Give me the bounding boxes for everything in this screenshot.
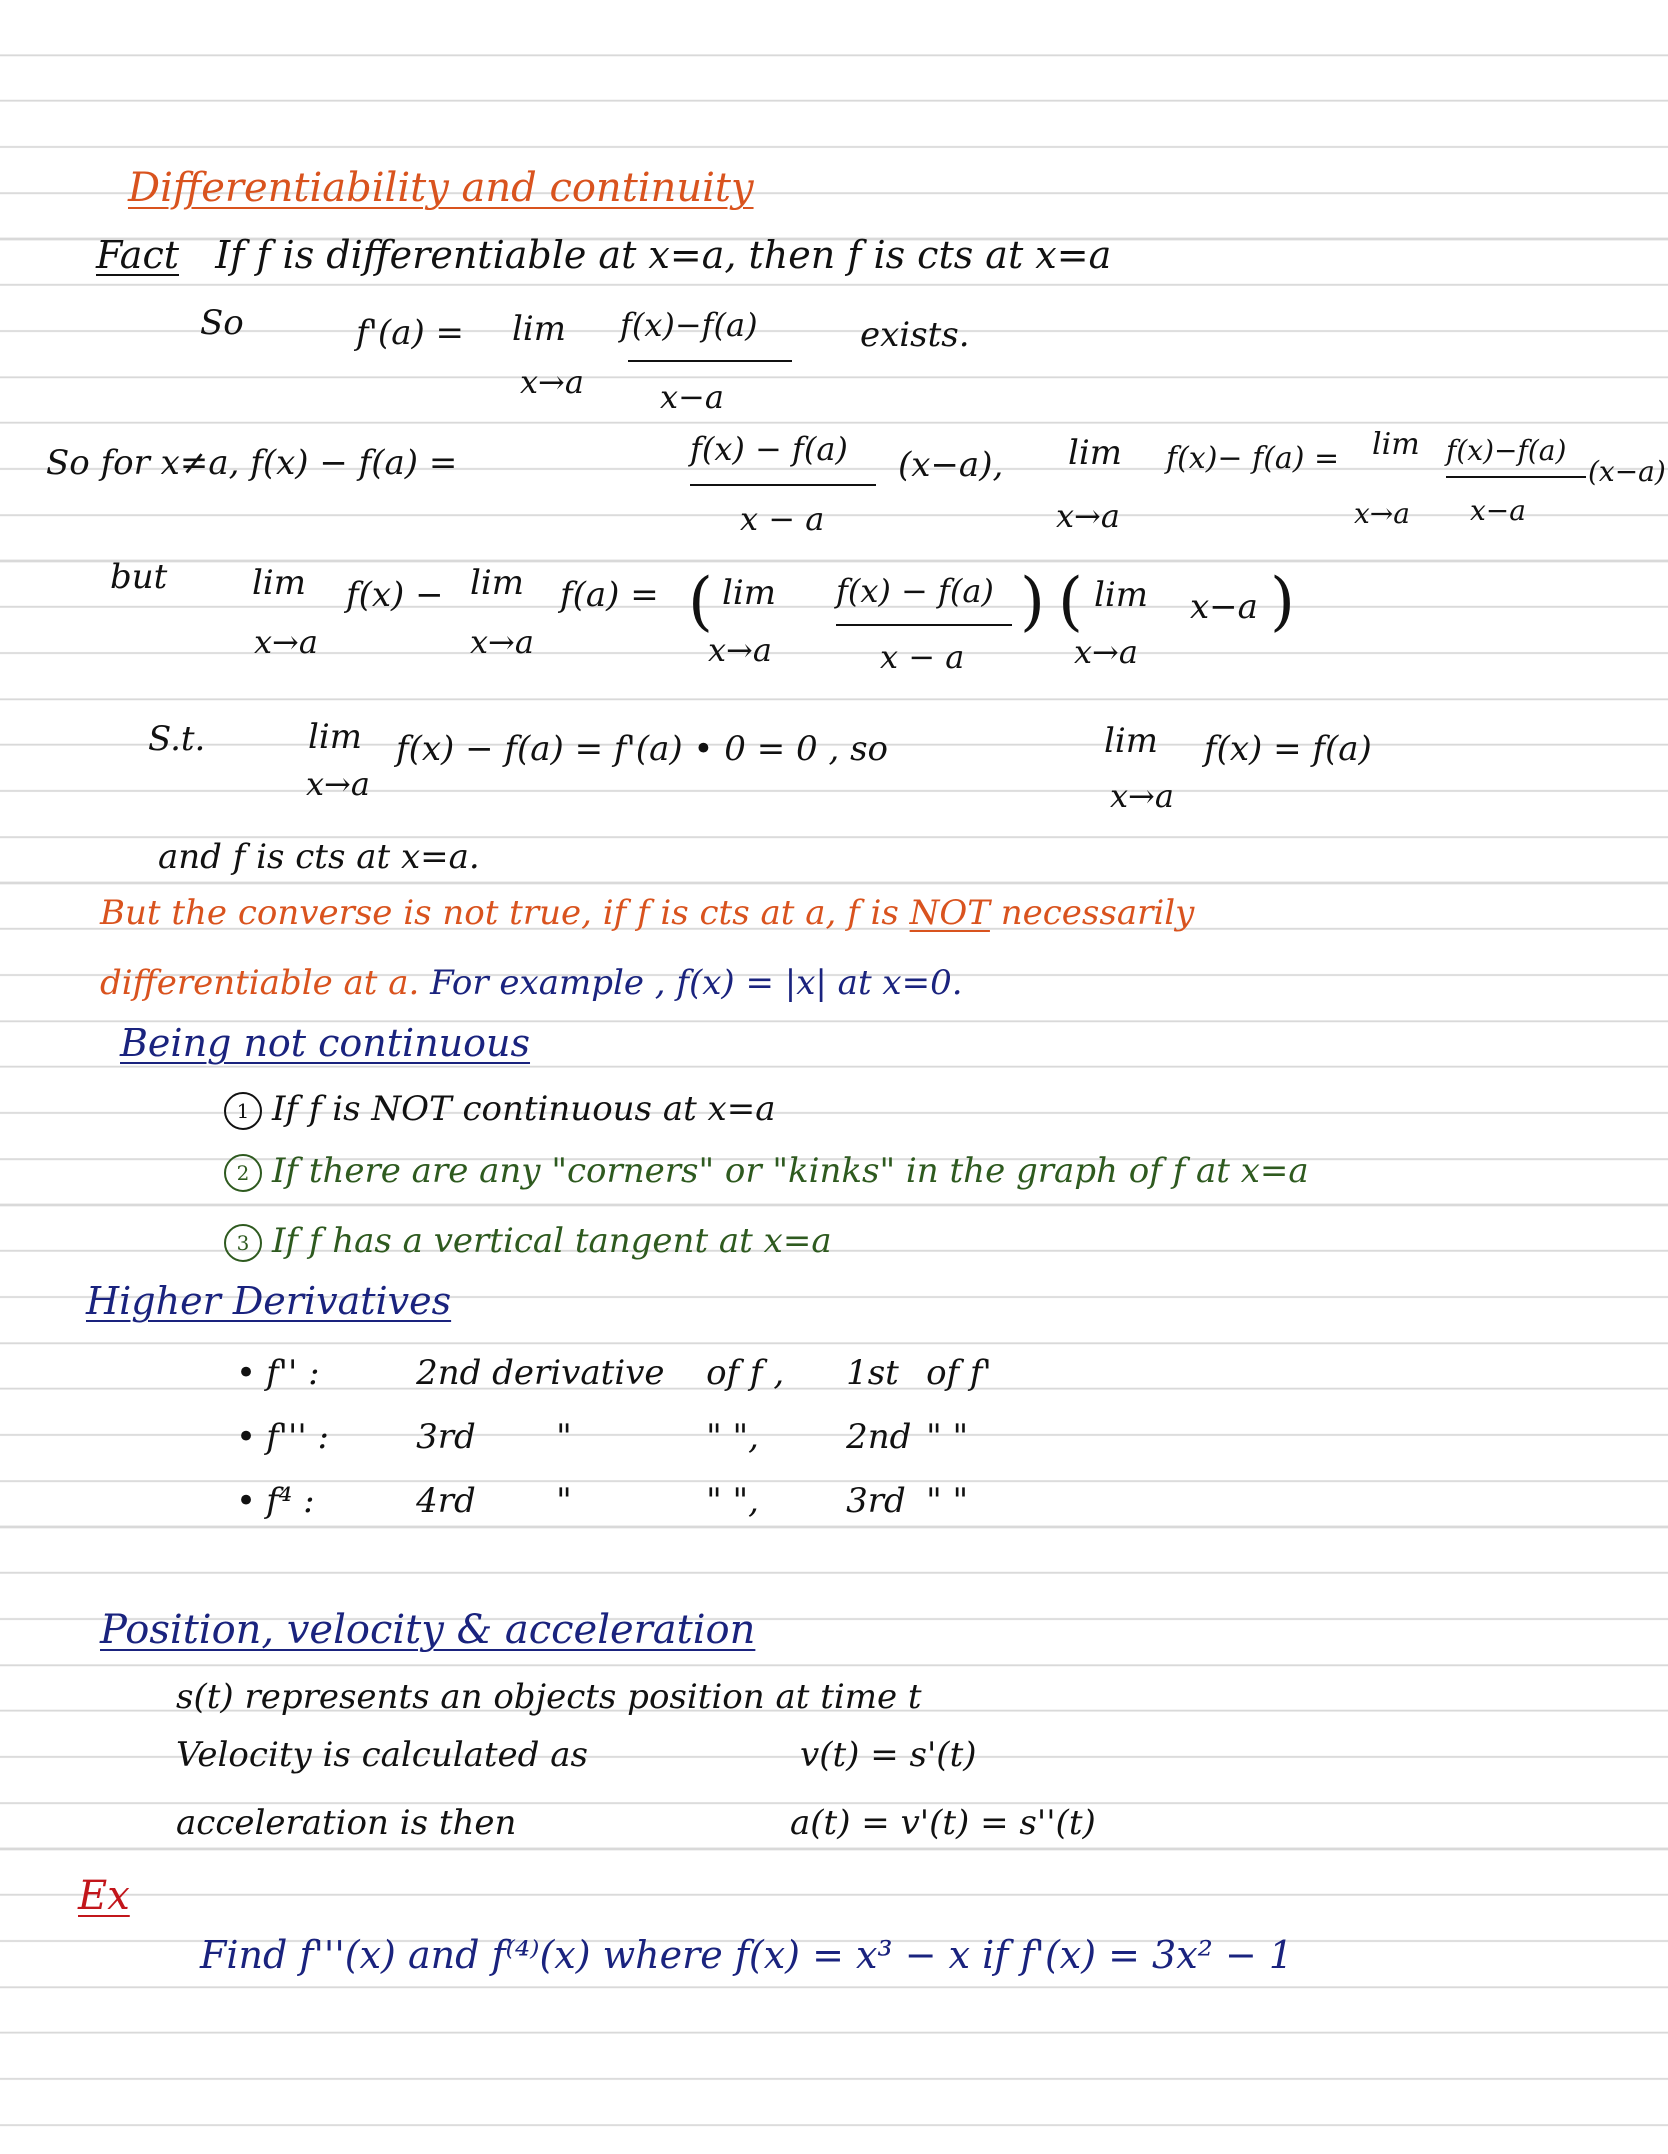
step2-open-paren-1: ( <box>688 565 713 639</box>
step1-lim-sub: x→a <box>1056 497 1120 535</box>
fact-statement: If f is differentiable at x=a, then f is cts at x=a <box>215 233 1112 277</box>
fact-so-lead: So <box>200 303 244 343</box>
fact-line <box>96 233 1112 277</box>
step1-mid: f(x)− f(a) = <box>1166 441 1340 476</box>
step1-lim2-sub: x→a <box>1354 497 1410 530</box>
position-line-1: s(t) represents an objects position at time t <box>176 1677 922 1717</box>
higher-row-2-nth: 2nd <box>846 1417 912 1457</box>
converse-text-2a: differentiable at a. <box>100 963 420 1003</box>
not-continuous-item-2-text: If there are any "corners" or "kinks" in the graph of f at x=a <box>272 1151 1309 1191</box>
higher-row-3-order: 4rd <box>416 1481 476 1521</box>
step2-lim4-sub: x→a <box>1074 633 1138 671</box>
fact-so-fraction-bar <box>628 360 792 362</box>
higher-row-2-order: 3rd <box>416 1417 476 1457</box>
circled-number-3: 3 <box>224 1224 262 1262</box>
position-line-2a: Velocity is calculated as <box>176 1735 588 1775</box>
higher-row-3-of-fp: " " <box>926 1481 969 1521</box>
not-continuous-heading: Being not continuous <box>120 1021 531 1065</box>
step2-lim2: lim <box>470 563 524 603</box>
not-continuous-item-3-text: If f has a vertical tangent at x=a <box>272 1221 832 1261</box>
not-continuous-item-1 <box>224 1089 776 1130</box>
step1-denominator2: x−a <box>1470 494 1526 527</box>
fact-so-tail: exists. <box>860 315 970 355</box>
higher-row-2 <box>236 1417 969 1457</box>
higher-row-3 <box>236 1481 969 1521</box>
step2-lim3-sub: x→a <box>708 631 772 669</box>
higher-row-1-of-f: of f , <box>706 1353 785 1393</box>
step1-lim2: lim <box>1372 427 1420 462</box>
step2-term4: x−a <box>1190 587 1258 627</box>
step1-fraction-bar2 <box>1446 476 1586 478</box>
higher-row-1-order: 2nd derivative <box>416 1353 665 1393</box>
step3-lead: S.t. <box>148 719 206 759</box>
not-continuous-item-3 <box>224 1221 832 1262</box>
bullet-icon: • <box>236 1481 257 1521</box>
step2-lim3: lim <box>722 573 776 613</box>
position-line-3a: acceleration is then <box>176 1803 517 1843</box>
higher-row-3-of-f: " ", <box>706 1481 759 1521</box>
step2-lim1: lim <box>252 563 306 603</box>
higher-row-3-symbol: f⁴ : <box>266 1481 315 1521</box>
higher-row-2-of-f: " ", <box>706 1417 759 1457</box>
higher-row-2-ditto-a: " <box>556 1417 572 1457</box>
fact-so-denominator: x−a <box>660 378 724 416</box>
step1-numerator2: f(x)−f(a) <box>1446 434 1567 467</box>
step2-open-paren-2: ( <box>1058 565 1083 639</box>
step3-expr2: f(x) = f(a) <box>1204 729 1372 769</box>
step4-line: and f is cts at x=a. <box>158 837 480 877</box>
higher-row-1-nth: 1st <box>846 1353 899 1393</box>
step1-factor2: (x−a) <box>1588 455 1666 488</box>
step2-term2: f(a) = <box>560 575 659 615</box>
converse-line-2 <box>100 963 963 1003</box>
step1-factor: (x−a), <box>898 445 1004 485</box>
bullet-icon: • <box>236 1353 257 1393</box>
step1-denominator: x − a <box>740 500 825 538</box>
converse-text-1a: But the converse is not true, if f is cts at a, f is <box>100 893 910 933</box>
higher-row-2-of-fp: " " <box>926 1417 969 1457</box>
step2-term1: f(x) − <box>346 575 444 615</box>
higher-row-3-nth: 3rd <box>846 1481 906 1521</box>
higher-row-2-symbol: f''' : <box>266 1417 329 1457</box>
higher-row-1 <box>236 1353 992 1393</box>
step2-numerator: f(x) − f(a) <box>836 572 994 610</box>
higher-derivatives-heading: Higher Derivatives <box>86 1279 452 1323</box>
step3-expr: f(x) − f(a) = f'(a) • 0 = 0 , so <box>396 729 888 769</box>
step3-lim2: lim <box>1104 721 1158 761</box>
bullet-icon: • <box>236 1417 257 1457</box>
position-line-3b: a(t) = v'(t) = s''(t) <box>790 1803 1096 1843</box>
step3-lim: lim <box>308 717 362 757</box>
converse-example: For example , f(x) = |x| at x=0. <box>419 963 963 1003</box>
step2-lim2-sub: x→a <box>470 623 534 661</box>
not-continuous-item-1-text: If f is NOT continuous at x=a <box>272 1089 776 1129</box>
higher-row-3-ditto-a: " <box>556 1481 572 1521</box>
fact-label: Fact <box>96 233 179 277</box>
converse-line-1 <box>100 893 1195 933</box>
step2-lim1-sub: x→a <box>254 623 318 661</box>
step2-denominator: x − a <box>880 638 965 676</box>
step2-lim4: lim <box>1094 575 1148 615</box>
example-label: Ex <box>78 1873 130 1919</box>
step2-lead: but <box>110 557 168 597</box>
position-line-2b: v(t) = s'(t) <box>800 1735 977 1775</box>
higher-row-1-symbol: f'' : <box>266 1353 320 1393</box>
higher-row-1-of-fp: of f' <box>926 1353 992 1393</box>
step3-lim-sub: x→a <box>306 765 370 803</box>
converse-text-1b: necessarily <box>989 893 1195 933</box>
circled-number-1: 1 <box>224 1092 262 1130</box>
not-continuous-item-2 <box>224 1151 1309 1192</box>
step1-lim: lim <box>1068 433 1122 473</box>
step1-numerator: f(x) − f(a) <box>690 430 848 468</box>
position-heading: Position, velocity & acceleration <box>100 1607 756 1653</box>
fact-so-lhs: f'(a) = <box>356 313 465 353</box>
section-title: Differentiability and continuity <box>128 165 754 211</box>
step2-close-paren-2: ) <box>1270 565 1295 639</box>
converse-not-emphasis: NOT <box>909 893 990 933</box>
example-text: Find f'''(x) and f⁽⁴⁾(x) where f(x) = x³ − x if f'(x) = 3x² − 1 <box>200 1933 1294 1977</box>
fact-so-numerator: f(x)−f(a) <box>620 306 758 344</box>
step2-fraction-bar <box>836 624 1012 626</box>
fact-so-lim-sub: x→a <box>520 363 584 401</box>
step1-lead: So for x≠a, f(x) − f(a) = <box>46 443 458 483</box>
circled-number-2: 2 <box>224 1154 262 1192</box>
step1-fraction-bar <box>690 484 876 486</box>
step2-close-paren-1: ) <box>1020 565 1045 639</box>
fact-so-lim: lim <box>512 309 566 349</box>
step3-lim2-sub: x→a <box>1110 777 1174 815</box>
